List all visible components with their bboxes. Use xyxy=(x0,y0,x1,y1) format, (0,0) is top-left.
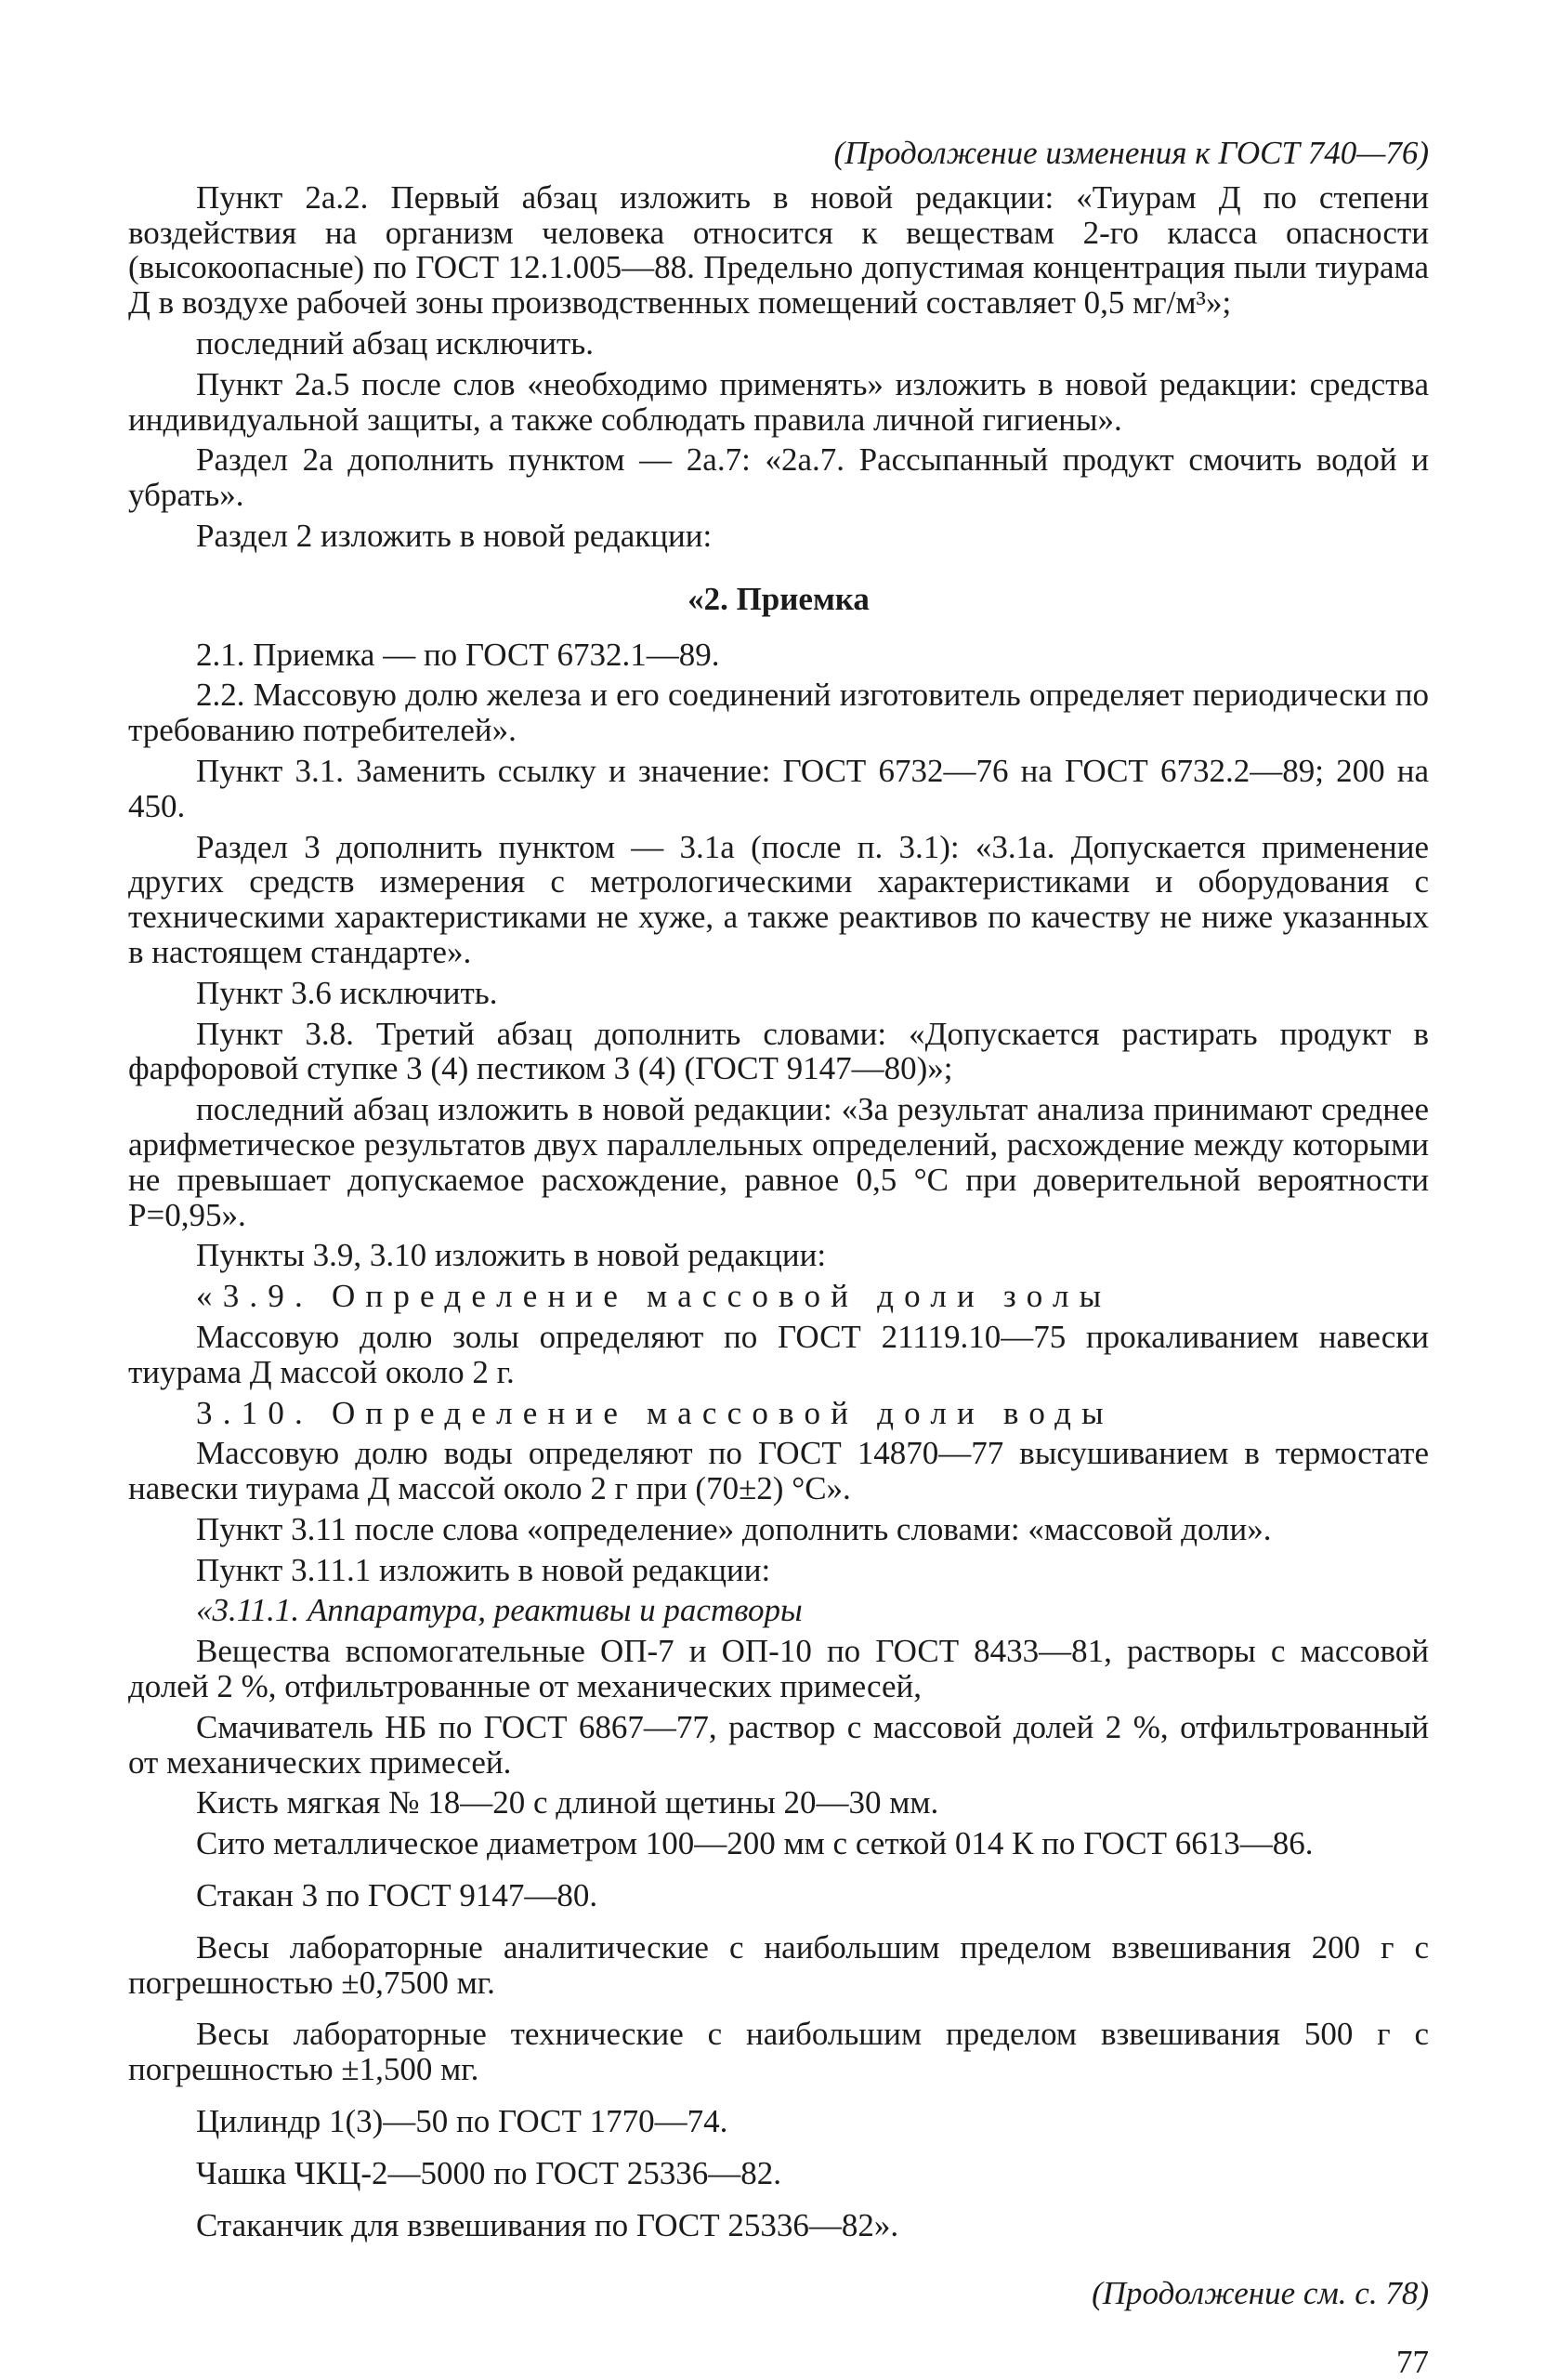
water-heading: 3.10. Определение массовой доли воды xyxy=(196,1394,1114,1431)
continuation-header: (Продолжение изменения к ГОСТ 740—76) xyxy=(833,135,1429,171)
paragraph-3-1a: Раздел 3 дополнить пунктом — 3.1а (после п. 3.1): «3.1а. Допускается применение других средств измерения с метрологическими характеристиками и оборудования с техническими характеристиками не хуже, а также реактивов по качеству не ниже указанных в настоящем стандарте». xyxy=(128,828,1429,970)
paragraph-3-8: Пункт 3.8. Третий абзац дополнить словами: «Допускается растирать продукт в фарфоровой ступке 3 (4) пестиком 3 (4) (ГОСТ 9147—80)»; xyxy=(128,1015,1429,1087)
page-number: 77 xyxy=(1396,2344,1429,2380)
continuation-footer: (Продолжение см. с. 78) xyxy=(1092,2275,1429,2312)
ash-heading: «3.9. Определение массовой доли золы xyxy=(196,1278,1112,1315)
equipment-item: Весы лабораторные аналитические с наибольшим пределом взвешивания 200 г с погрешностью ±0,7500 мг. xyxy=(128,1928,1429,2001)
paragraph-last-abzac: последний абзац исключить. xyxy=(196,324,594,362)
paragraph-2-2: 2.2. Массовую долю железа и его соединений изготовитель определяет периодически по требованию потребителей». xyxy=(128,677,1429,749)
apparatus-item: Сито металлическое диаметром 100—200 мм с сеткой 014 К по ГОСТ 6613—86. xyxy=(196,1825,1314,1862)
paragraph-2a7: Раздел 2а дополнить пунктом — 2а.7: «2а.7. Рассыпанный продукт смочить водой и убрать». xyxy=(128,441,1429,514)
page-content xyxy=(128,136,1429,2380)
equipment-item: Чашка ЧКЦ-2—5000 по ГОСТ 25336—82. xyxy=(196,2154,782,2191)
paragraph-2a2: Пункт 2а.2. Первый абзац изложить в новой редакции: «Тиурам Д по степени воздействия на организм человека относится к веществам 2-го класса опасности (высокоопасные) по ГОСТ 12.1.005—88. Предельно допустимая концентрация пыли тиурама Д в воздухе рабочей зоны производственных помещений составляет 0,5 мг/м³»; xyxy=(128,178,1429,322)
section-heading: «2. Приемка xyxy=(687,580,870,617)
paragraph-section2: Раздел 2 изложить в новой редакции: xyxy=(196,517,713,554)
equipment-item: Стаканчик для взвешивания по ГОСТ 25336—82». xyxy=(196,2206,899,2243)
paragraph-3-1: Пункт 3.1. Заменить ссылку и значение: ГОСТ 6732—76 на ГОСТ 6732.2—89; 200 на 450. xyxy=(128,752,1429,824)
paragraph-3-9-3-10: Пункты 3.9, 3.10 изложить в новой редакции: xyxy=(196,1237,827,1274)
equipment-item: Весы лабораторные технические с наибольшим пределом взвешивания 500 г с погрешностью ±1,500 мг. xyxy=(128,2016,1429,2088)
apparatus-item: Кисть мягкая № 18—20 с длиной щетины 20—30 мм. xyxy=(196,1784,939,1821)
paragraph-3-11-1: Пункт 3.11.1 изложить в новой редакции: xyxy=(196,1551,771,1588)
paragraph-3-11: Пункт 3.11 после слова «определение» дополнить словами: «массовой доли». xyxy=(196,1510,1272,1547)
apparatus-heading xyxy=(128,1593,1429,1628)
water-text: Массовую долю воды определяют по ГОСТ 14870—77 высушиванием в термостате навески тиурама Д массой около 2 г при (70±2) °С». xyxy=(128,1435,1429,1507)
paragraph-last-abzac-3-8: последний абзац изложить в новой редакции: «За результат анализа принимают среднее арифметическое результатов двух параллельных определений, расхождение между которыми не превышает допускаемое расхождение, равное 0,5 °С при доверительной вероятности P=0,95». xyxy=(128,1091,1429,1233)
ash-text: Массовую долю золы определяют по ГОСТ 21119.10—75 прокаливанием навески тиурама Д массой около 2 г. xyxy=(128,1318,1429,1390)
equipment-item: Стакан 3 по ГОСТ 9147—80. xyxy=(196,1877,598,1914)
equipment-item: Цилиндр 1(3)—50 по ГОСТ 1770—74. xyxy=(196,2103,728,2140)
apparatus-heading-text: «3.11.1. Аппаратура, реактивы и растворы xyxy=(196,1592,803,1629)
apparatus-item: Вещества вспомогательные ОП-7 и ОП-10 по ГОСТ 8433—81, растворы с массовой долей 2 %, отфильтрованные от механических примесей, xyxy=(128,1633,1429,1705)
apparatus-item: Смачиватель НБ по ГОСТ 6867—77, раствор с массовой долей 2 %, отфильтрованный от механических примесей. xyxy=(128,1708,1429,1781)
paragraph-2-1: 2.1. Приемка — по ГОСТ 6732.1—89. xyxy=(196,636,720,673)
paragraph-2a5: Пункт 2а.5 после слов «необходимо применять» изложить в новой редакции: средства индивидуальной защиты, а также соблюдать правила личной гигиены». xyxy=(128,365,1429,438)
paragraph-3-6: Пункт 3.6 исключить. xyxy=(196,974,498,1011)
